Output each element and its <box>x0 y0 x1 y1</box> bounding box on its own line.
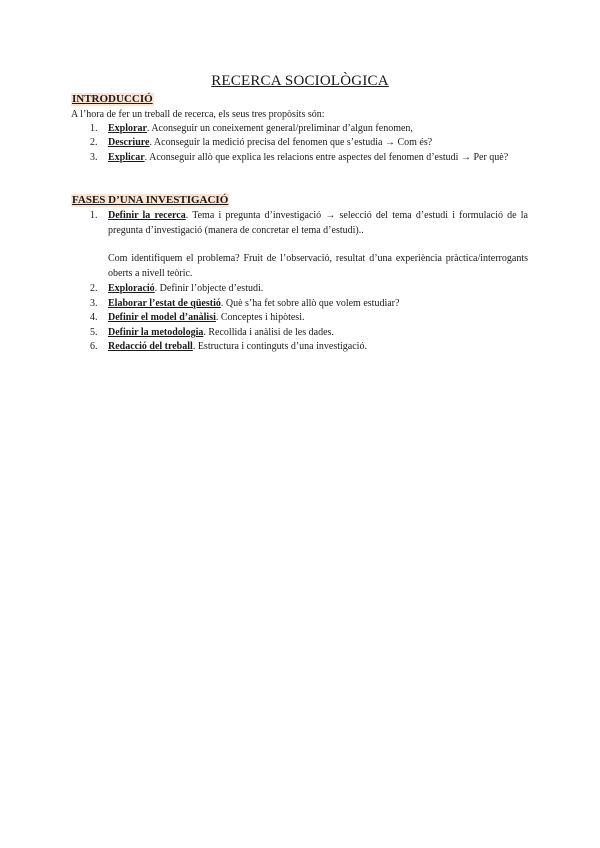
item-number: 1. <box>90 210 98 221</box>
item-body <box>108 122 528 137</box>
item-text: . Recollida i anàlisi de les dades. <box>203 327 334 338</box>
item-term: Definir el model d’anàlisi <box>108 312 216 323</box>
item-body <box>108 282 528 297</box>
item-number: 6. <box>90 341 98 352</box>
item-term: Elaborar l’estat de qüestió <box>108 298 221 309</box>
document-title: RECERCA SOCIOLÒGICA <box>211 73 389 89</box>
item-text: . Conceptes i hipòtesi. <box>215 312 305 323</box>
item-body <box>108 297 528 312</box>
item-text: . Estructura i continguts d’una investigació. <box>192 341 367 352</box>
item-number: 3. <box>90 298 98 309</box>
item-body <box>108 340 528 355</box>
item-term: Definir la metodologia <box>108 327 204 338</box>
item-term: Definir la recerca <box>108 210 186 221</box>
item-number: 1. <box>90 123 98 134</box>
item-number: 2. <box>90 137 98 148</box>
item-number: 3. <box>90 152 98 163</box>
item-text: . Aconseguir la medició precisa del fenomen que s’estudia → Com és? <box>149 137 433 148</box>
section-heading-introduccio: INTRODUCCIÓ <box>72 93 153 105</box>
item-body <box>108 311 528 326</box>
item-body <box>108 136 528 151</box>
item-body <box>108 326 528 341</box>
item-text: . Aconseguir allò que explica les relacions entre aspectes del fenomen d’estudi → Per què? <box>144 152 509 163</box>
item-text: . Tema i pregunta d’investigació → selecció del tema d’estudi i formulació de la pregunta d’investigació (manera de concretar el tema d’estudi).. <box>108 210 528 236</box>
list-item <box>71 326 528 341</box>
intro-lead: A l’hora de fer un treball de recerca, els seus tres propòsits són: <box>71 109 325 120</box>
item-term: Explorar <box>108 123 147 134</box>
list-item <box>71 122 528 137</box>
item-term: Exploració <box>108 283 155 294</box>
list-item <box>71 282 528 297</box>
item-number: 5. <box>90 327 98 338</box>
item-term: Redacció del treball <box>108 341 193 352</box>
list-item <box>71 311 528 326</box>
item-extra-paragraph: Com identifiquem el problema? Fruit de l’observació, resultat d’una experiència pràctica/interrogants oberts a nivell teòric. <box>108 253 528 279</box>
item-text: . Aconseguir un coneixement general/preliminar d’algun fenomen, <box>146 123 413 134</box>
item-number: 4. <box>90 312 98 323</box>
item-number: 2. <box>90 283 98 294</box>
item-body <box>108 151 528 166</box>
item-text: . Què s’ha fet sobre allò que volem estudiar? <box>220 298 400 309</box>
section-heading-fases: FASES D’UNA INVESTIGACIÓ <box>72 194 229 206</box>
list-item <box>71 136 528 151</box>
item-body <box>108 209 528 238</box>
list-item <box>71 297 528 312</box>
item-term: Explicar <box>108 152 145 163</box>
list-item <box>71 209 528 281</box>
item-text: . Definir l’objecte d’estudi. <box>154 283 264 294</box>
list-item <box>71 340 528 355</box>
item-term: Descriure <box>108 137 150 148</box>
list-item <box>71 151 528 166</box>
